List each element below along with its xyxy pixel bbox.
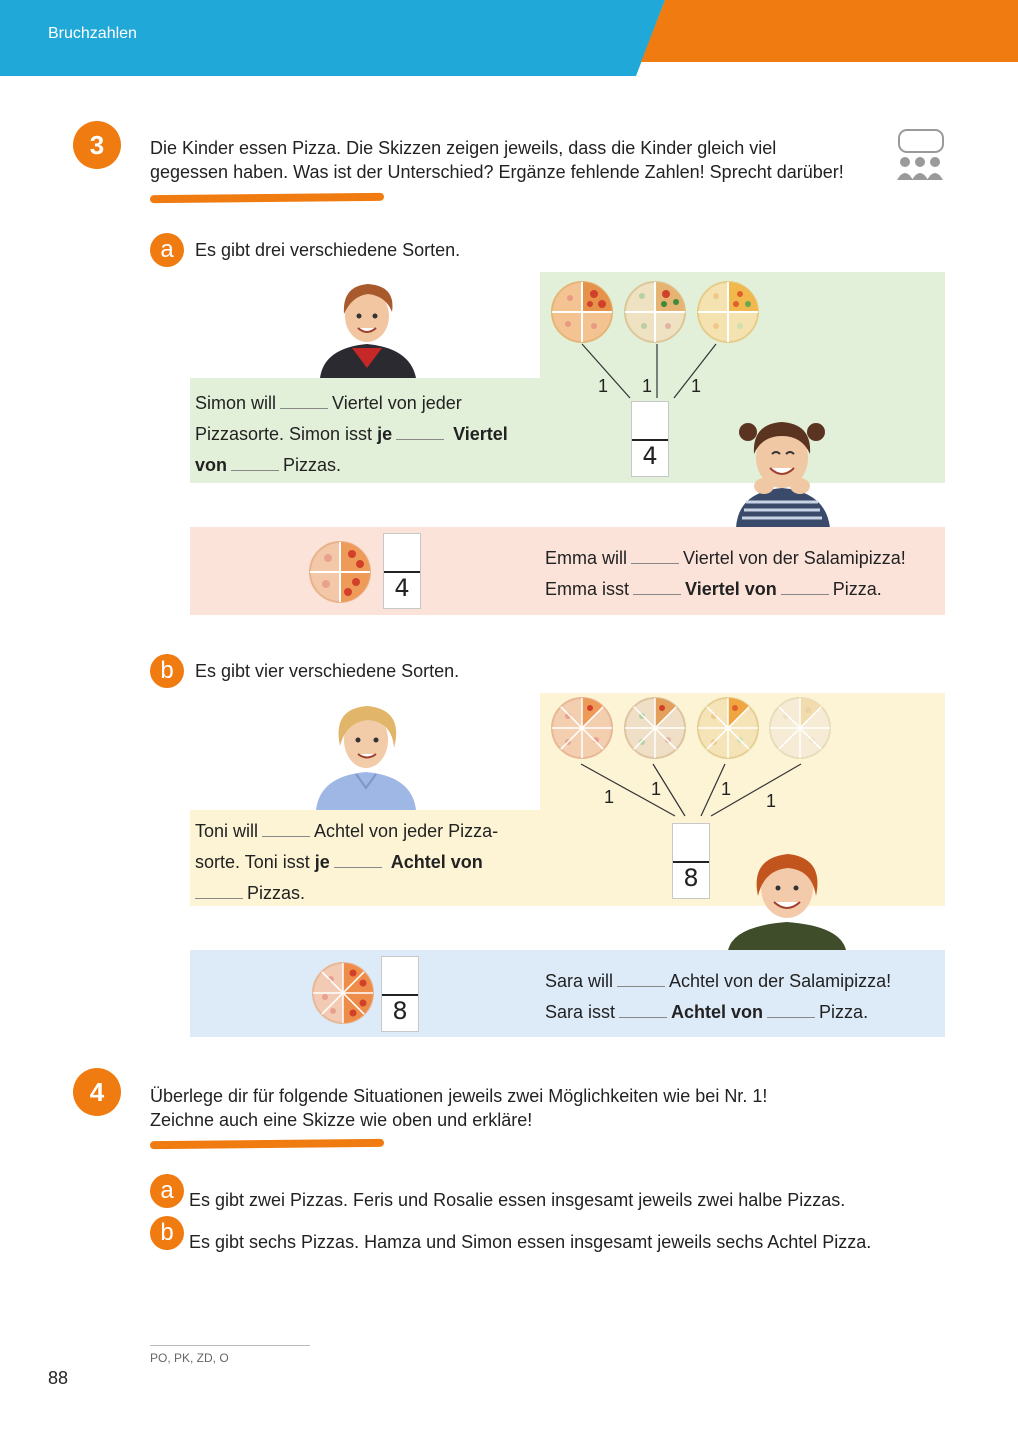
girl-emma-photo	[730, 410, 834, 528]
salami-pizza-eighths	[311, 961, 375, 1025]
simon-text: Simon will Viertel von jeder Pizzasorte. Simon isst je Viertel von Pizzas.	[195, 393, 508, 475]
task3-instruction-line2: gegessen haben. Was ist der Unterschied? Ergänze fehlende Zahlen! Sprecht darüber!	[150, 162, 844, 182]
boy-toni-photo	[312, 700, 420, 810]
pizza-salami	[552, 698, 612, 758]
footer-divider	[150, 1345, 310, 1346]
underline-brush	[150, 1139, 384, 1149]
blank-input[interactable]	[334, 867, 382, 868]
toni-text: Toni will Achtel von jeder Pizza- sorte. Toni isst je Achtel von Pizzas.	[195, 821, 499, 903]
pizza-white	[770, 698, 830, 758]
numerator-a-3: 1	[691, 376, 702, 396]
competency-codes: PO, PK, ZD, O	[150, 1351, 229, 1365]
pizza-vegetable	[625, 698, 685, 758]
numerator-a-1: 1	[598, 376, 609, 396]
numerator-b-3: 1	[721, 779, 732, 799]
subtask-b-marker: b	[150, 654, 184, 688]
page-number: 88	[48, 1368, 69, 1388]
sara-text: Sara will Achtel von der Salamipizza! Sara isst Achtel von Pizza.	[545, 971, 892, 1022]
pizza-to-fraction-lines-a	[540, 340, 740, 402]
fraction-denominator: 4	[642, 442, 658, 470]
four-pizzas-eighths	[550, 696, 834, 762]
subtask-a-marker: a	[150, 233, 184, 267]
blank-input[interactable]	[396, 439, 444, 440]
task4-instruction-line2: Zeichne auch eine Skizze wie oben und erkläre!	[150, 1110, 533, 1130]
fraction-box-a[interactable]	[631, 401, 669, 477]
fraction-denominator: 8	[392, 997, 408, 1025]
fraction-box-sara[interactable]	[381, 956, 419, 1032]
girl-sara-photo	[724, 846, 850, 950]
task4-instruction-line1: Überlege dir für folgende Situationen jeweils zwei Möglichkeiten wie bei Nr. 1!	[150, 1086, 768, 1106]
task4b-text: Es gibt sechs Pizzas. Hamza und Simon essen insgesamt jeweils sechs Achtel Pizza.	[189, 1232, 872, 1252]
group-discussion-icon	[893, 128, 947, 182]
blank-input[interactable]	[619, 1017, 667, 1018]
boy-simon-photo	[312, 278, 422, 378]
numerator-b-4: 1	[766, 791, 777, 811]
blank-input[interactable]	[195, 898, 243, 899]
task4a-text: Es gibt zwei Pizzas. Feris und Rosalie essen insgesamt jeweils zwei halbe Pizzas.	[189, 1190, 846, 1210]
pizza-salami	[552, 282, 612, 342]
subtask-a-heading: Es gibt drei verschiedene Sorten.	[195, 240, 461, 260]
emma-text: Emma will Viertel von der Salamipizza! Emma isst Viertel von Pizza.	[545, 548, 906, 599]
fraction-denominator: 8	[683, 864, 699, 892]
numerator-b-1: 1	[604, 787, 615, 807]
fraction-box-emma[interactable]	[383, 533, 421, 609]
subtask-4b-marker: b	[150, 1216, 184, 1250]
task-number-4: 4	[73, 1068, 121, 1116]
blank-input[interactable]	[262, 836, 310, 837]
fraction-box-b[interactable]	[672, 823, 710, 899]
blank-input[interactable]	[633, 594, 681, 595]
numerator-b-2: 1	[651, 779, 662, 799]
salami-pizza-quarters	[308, 540, 372, 604]
pizza-cheese	[698, 282, 758, 342]
blank-input[interactable]	[631, 563, 679, 564]
blank-input[interactable]	[781, 594, 829, 595]
blank-input[interactable]	[767, 1017, 815, 1018]
numerator-a-2: 1	[642, 376, 653, 396]
blank-input[interactable]	[231, 470, 279, 471]
blank-input[interactable]	[280, 408, 328, 409]
pizza-vegetable	[625, 282, 685, 342]
fraction-denominator: 4	[394, 574, 410, 602]
task-number-3: 3	[73, 121, 121, 169]
task3-instruction-line1: Die Kinder essen Pizza. Die Skizzen zeigen jeweils, dass die Kinder gleich viel	[150, 138, 777, 158]
three-pizzas-quarters	[550, 280, 760, 346]
underline-brush	[150, 193, 384, 203]
blank-input[interactable]	[617, 986, 665, 987]
subtask-b-heading: Es gibt vier verschiedene Sorten.	[195, 661, 460, 681]
chapter-title: Bruchzahlen	[48, 25, 137, 42]
subtask-4a-marker: a	[150, 1174, 184, 1208]
pizza-cheese	[698, 698, 758, 758]
